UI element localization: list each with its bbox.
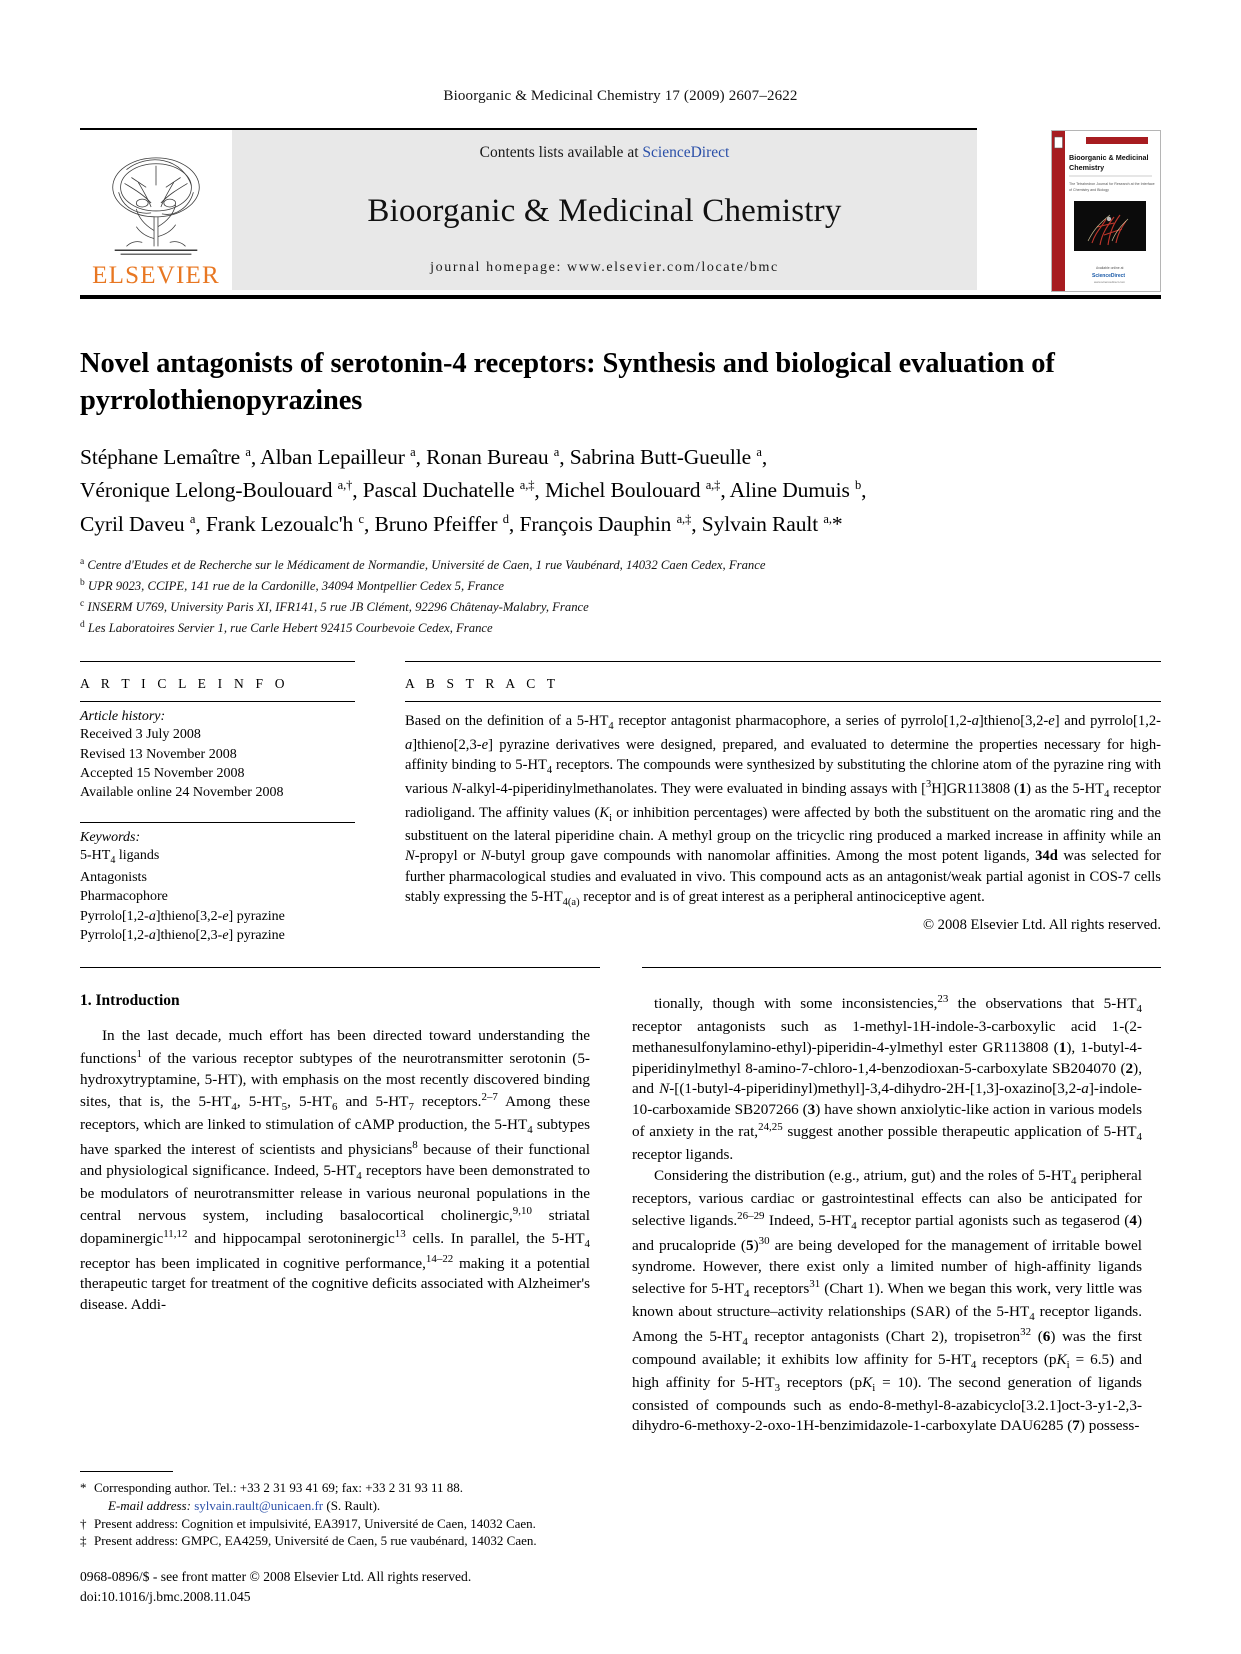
author-list	[80, 441, 1161, 541]
footnote-corresponding-text: Corresponding author. Tel.: +33 2 31 93 41 69; fax: +33 2 31 93 11 88.	[94, 1480, 464, 1496]
email-label: E-mail address:	[108, 1497, 191, 1513]
affiliation-list	[80, 555, 1161, 639]
svg-text:Bioorganic & Medicinal: Bioorganic & Medicinal	[1069, 153, 1149, 162]
footnote-present-address-2	[80, 1532, 590, 1550]
section-title-introduction: 1. Introduction	[80, 992, 180, 1010]
footnote-present-address-1	[80, 1515, 590, 1533]
abstract-copyright: © 2008 Elsevier Ltd. All rights reserved.	[922, 917, 1161, 934]
body-rule-right	[642, 967, 1162, 968]
keyword-item: $5-HT_4$ ligands	[80, 848, 160, 867]
article-info-heading: A R T I C L E I N F O	[80, 676, 289, 692]
svg-text:Available online at: Available online at	[1096, 266, 1124, 270]
footnote-marker-asterisk: *	[80, 1480, 87, 1496]
cover-art	[1052, 131, 1160, 291]
keywords-block	[80, 823, 355, 945]
sciencedirect-link[interactable]: ScienceDirect	[642, 144, 730, 161]
imprint-block	[80, 1567, 471, 1606]
elsevier-logo	[80, 130, 232, 290]
affiliation-item: $^a$ Centre d'Etudes et de Recherche sur le Médicament de Normandie, Université de Caen, 1 rue Vaubénard, 14032 Caen Cedex, France	[80, 557, 766, 573]
issn-copyright-line: 0968-0896/$ - see front matter © 2008 Elsevier Ltd. All rights reserved.	[80, 1569, 472, 1585]
affiliation-item: $^b$ UPR 9023, CCIPE, 141 rue de la Cardonille, 34094 Montpellier Cedex 5, France	[80, 578, 504, 594]
info-abstract-block	[80, 661, 1161, 945]
column-gap	[355, 661, 405, 945]
journal-title: Bioorganic & Medicinal Chemistry	[367, 192, 842, 229]
author-line-3: Cyril Daveu $^a$, Frank Lezoualc'h $^c$, Bruno Pfeiffer $^d$, François Dauphin $^{a,\ddagger}$, Sylvain Rault $^{a,}$*	[80, 511, 843, 536]
history-item: Accepted 15 November 2008	[80, 765, 245, 781]
keywords-label: Keywords:	[80, 830, 141, 846]
article-info-top-rule	[80, 661, 355, 662]
footnote-marker-double-dagger: ‡	[80, 1533, 87, 1549]
history-item: Received 3 July 2008	[80, 727, 201, 743]
svg-text:The Tetrahedron Journal for Re: The Tetrahedron Journal for Research at the Interface	[1069, 182, 1155, 186]
info-spacer	[80, 802, 355, 822]
abstract-column	[405, 661, 1161, 945]
footnote-corresponding-author	[80, 1479, 590, 1514]
contents-prefix: Contents lists available at	[479, 144, 643, 161]
intro-paragraph-left: In the last decade, much effort has been directed toward understanding the functions$^1$ of the various receptor subtypes of the neurotransmitter serotonin (5-hydroxytryptamine, 5-HT), with emphasis on the most recently discovered binding sites, that is, the $5-HT_4$, $5-HT_5$, $5-HT_6$ and $5-HT_7$ receptors.$^{2-7}$ Among these receptors, which are linked to stimulation of cAMP production, the $5-HT_4$ subtypes have sparked the interest of scientists and physicians$^8$ because of their functional and physiological significance. Indeed, $5-HT_4$ receptors have been demonstrated to be modulators of neurotransmitter release in various neuronal populations in the central nervous system, including basalocortical cholinergic,$^{9,10}$ striatal dopaminergic$^{11,12}$ and hippocampal serotoninergic$^{13}$ cells. In parallel, the $5-HT_4$ receptor has been implicated in cognitive performance,$^{14-22}$ making it a potential therapeutic target for treatment of the cognitive deficits associated with Alzheimer's disease. Addi-	[80, 1027, 591, 1313]
email-owner: (S. Rault).	[326, 1497, 381, 1513]
running-head: Bioorganic & Medicinal Chemistry 17 (2009) 2607–2622	[443, 88, 798, 104]
journal-cover-thumbnail	[1051, 130, 1161, 292]
svg-text:ScienceDirect: ScienceDirect	[1092, 273, 1126, 279]
elsevier-tree-icon	[97, 148, 215, 266]
svg-text:www.sciencedirect.com: www.sciencedirect.com	[1094, 280, 1126, 284]
keyword-item: Antagonists	[80, 870, 147, 886]
body-columns	[80, 992, 1161, 1437]
affiliation-item: $^c$ INSERM U769, University Paris XI, IFR141, 5 rue JB Clément, 92296 Châtenay-Malabry, France	[80, 599, 589, 615]
svg-text:of Chemistry and Biology: of Chemistry and Biology	[1069, 188, 1109, 192]
keyword-item: Pharmacophore	[80, 889, 168, 905]
keyword-item: Pyrrolo[1,2-a]thieno[3,2-e] pyrazine	[80, 908, 285, 924]
affiliation-item: $^d$ Les Laboratoires Servier 1, rue Carle Hebert 92415 Courbevoie Cedex, France	[80, 620, 493, 636]
body-column-right	[632, 992, 1142, 1437]
contents-available-line	[480, 144, 730, 162]
abstract-text: Based on the definition of a $5-HT_4$ receptor antagonist pharmacophore, a series of pyrrolo[1,2-a]thieno[3,2-e] and pyrrolo[1,2-a]thieno[2,3-e] pyrazine derivatives were designed, prepared, and evaluated to determine the properties necessary for high-affinity binding to $5-HT_4$ receptors. The compounds were synthesized by substituting the chlorine atom of the pyrazine ring with various N-alkyl-4-piperidinylmethanolates. They were evaluated in binding assays with [$^3$H]GR113808 (1) as the $5-HT_4$ receptor radioligand. The affinity values ($K_i$ or inhibition percentages) were affected by both the substituent on the aromatic ring and the substituent on the lateral piperidine chain. A methyl group on the tricyclic ring produced a marked increase in affinity while an N-propyl or N-butyl group gave compounds with nanomolar affinities. Among the most potent ligands, 34d was selected for further pharmacological studies and evaluated in vivo. This compound acts as an antagonist/weak partial agonist in COS-7 cells stably expressing the $5-HT_{4(a)}$ receptor and is of great interest as a peripheral antinociceptive agent.	[405, 713, 1162, 908]
body-rule-left	[80, 967, 600, 968]
doi-line[interactable]: doi:10.1016/j.bmc.2008.11.045	[80, 1588, 251, 1604]
abstract-top-rule	[405, 661, 1161, 662]
footnote-address-text-1: Present address: Cognition et impulsivité, EA3917, Université de Caen, 14032 Caen.	[94, 1515, 536, 1531]
footnote-block	[80, 1471, 590, 1550]
intro-paragraph-right-1: tionally, though with some inconsistencies,$^{23}$ the observations that $5-HT_4$ receptor antagonists such as 1-methyl-1H-indole-3-carboxylic acid 1-(2-methanesulfonylamino-ethyl)-piperidin-4-ylmethyl ester GR113808 (1), 1-butyl-4-piperidinylmethyl 8-amino-7-chloro-1,4-benzodioxan-5-carboxylate SB204070 (2), and N-[(1-butyl-4-piperidinyl)methyl]-3,4-dihydro-2H-[1,3]-oxazino[3,2-a]-indole-10-carboxamide SB207266 (3) have shown anxiolytic-like action in various models of anxiety in the rat,$^{24,25}$ suggest another possible therapeutic application of $5-HT_4$ receptor ligands.	[632, 993, 1143, 1164]
elsevier-wordmark: ELSEVIER	[92, 262, 220, 289]
intro-paragraph-right-2: Considering the distribution (e.g., atrium, gut) and the roles of $5-HT_4$ peripheral receptors, various cardiac or gastrointestinal effects can also be anticipated for selective ligands.$^{26-29}$ Indeed, $5-HT_4$ receptor partial agonists such as tegaserod (4) and prucalopride $(5)^{30}$ are being developed for the management of irritable bowel syndrome. However, there exist only a limited number of high-affinity ligands selective for $5-HT_4$ receptors$^{31}$ (Chart 1). When we began this work, very little was known about structure–activity relationships (SAR) of the $5-HT_4$ receptor ligands. Among the $5-HT_4$ receptor antagonists (Chart 2), tropisetron$^{32}$ (6) was the first compound available; it exhibits low affinity for $5-HT_4$ receptors $(pK_i = 6.5)$ and high affinity for $5-HT_3$ receptors $(pK_i = 10)$. The second generation of ligands consisted of compounds such as endo-8-methyl-8-azabicyclo[3.2.1]oct-3-y1-2,3-dihydro-6-methoxy-2-oxo-1H-benzimidazole-1-carboxylate DAU6285 (7) possess-	[632, 1166, 1143, 1435]
banner-center	[232, 130, 977, 290]
article-info-column	[80, 661, 355, 945]
banner-content	[80, 130, 977, 290]
banner-bottom-rule	[80, 295, 1161, 299]
email-link[interactable]: sylvain.rault@unicaen.fr	[194, 1497, 324, 1513]
journal-banner	[80, 128, 1161, 299]
keyword-item: Pyrrolo[1,2-a]thieno[2,3-e] pyrazine	[80, 928, 285, 944]
svg-text:Chemistry: Chemistry	[1069, 163, 1105, 172]
article-history-label: Article history:	[80, 709, 166, 725]
author-line-1: Stéphane Lemaître $^a$, Alban Lepailleur $^a$, Ronan Bureau $^a$, Sabrina Butt-Gueulle $^a$,	[80, 444, 768, 470]
author-line-2: Véronique Lelong-Boulouard $^{a,\dagger}$, Pascal Duchatelle $^{a,\ddagger}$, Michel Boulouard $^{a,\ddagger}$, Aline Dumuis $^b$,	[80, 478, 867, 503]
page-title: Novel antagonists of serotonin-4 receptors: Synthesis and biological evaluation of pyrrolothienopyrazines	[80, 348, 1055, 417]
footnote-rule	[80, 1471, 173, 1472]
footnote-marker-dagger: †	[80, 1515, 87, 1531]
body-column-left	[80, 992, 590, 1437]
body-top-rules	[80, 967, 1161, 968]
abstract-heading: A B S T R A C T	[405, 676, 560, 692]
footnote-address-text-2: Present address: GMPC, EA4259, Université de Caen, 5 rue vaubénard, 14032 Caen.	[94, 1533, 537, 1549]
journal-homepage[interactable]: journal homepage: www.elsevier.com/locate/bmc	[430, 260, 779, 275]
article-history	[80, 702, 355, 802]
history-item: Revised 13 November 2008	[80, 746, 237, 762]
history-item: Available online 24 November 2008	[80, 785, 284, 801]
